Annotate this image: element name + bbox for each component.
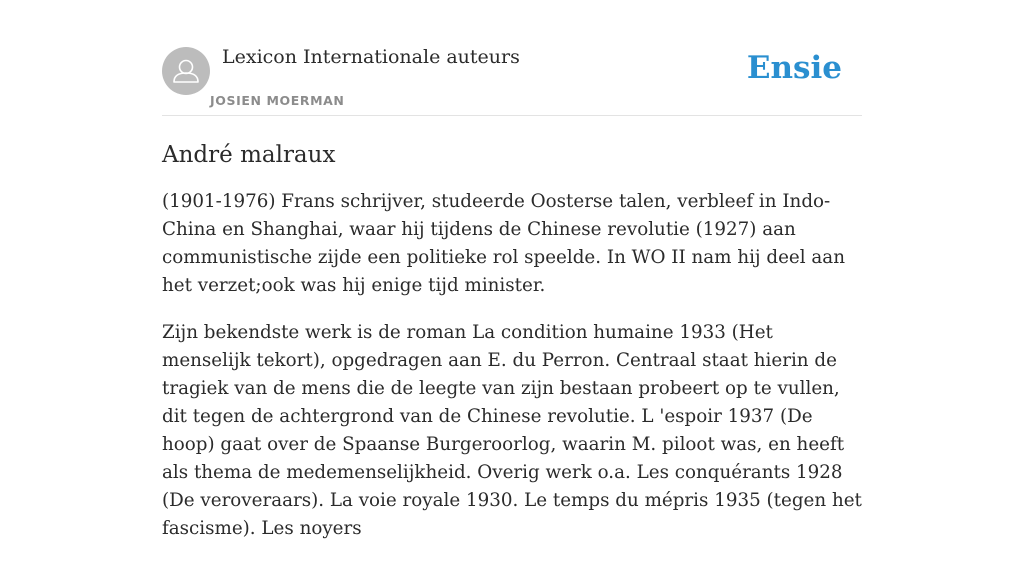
- article-body: [162, 140, 862, 562]
- author-name-link[interactable]: JOSIEN MOERMAN: [210, 93, 345, 108]
- author-avatar[interactable]: [162, 47, 210, 95]
- article-paragraph: (1901-1976) Frans schrijver, studeerde Oosterse talen, verbleef in Indo-China en Shanghai, waar hij tijdens de Chinese revolutie (1927) aan communistische zijde een politieke rol speelde. In WO II nam hij deel aan het verzet;ook was hij enige tijd minister.: [162, 191, 845, 296]
- article-paragraph: Zijn bekendste werk is de roman La condition humaine 1933 (Het menselijk tekort), opgedragen aan E. du Perron. Centraal staat hierin de tragiek van de mens die de leegte van zijn bestaan probeert op te vullen, dit tegen de achtergrond van de Chinese revolutie. L 'espoir 1937 (De hoop) gaat over de Spaanse Burgeroorlog, waarin M. piloot was, en heeft als thema de medemenselijkheid. Overig werk o.a. Les conquérants 1928 (De veroveraars). La voie royale 1930. Le temps du mépris 1935 (tegen het fascisme). Les noyers: [162, 322, 862, 539]
- collection-title-link[interactable]: Lexicon Internationale auteurs: [222, 46, 520, 68]
- ensie-logo[interactable]: Ensie: [746, 50, 842, 86]
- article-title: André malraux: [162, 142, 336, 168]
- page-header: [162, 40, 862, 116]
- user-silhouette-icon: [162, 47, 210, 95]
